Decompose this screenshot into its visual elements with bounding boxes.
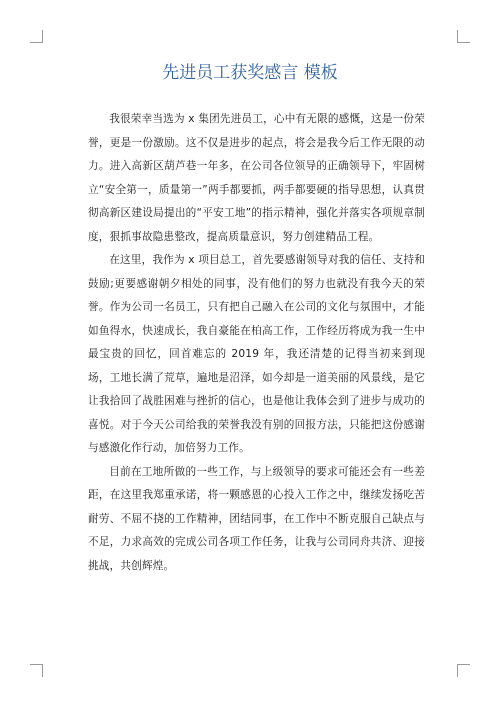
- crop-mark-bottom-right: [457, 664, 470, 677]
- document-body: [88, 108, 425, 578]
- crop-mark-bottom-left: [30, 664, 43, 677]
- crop-mark-top-right: [457, 30, 470, 43]
- paragraph-3: 目前在工地所做的一些工作，与上级领导的要求可能还会有一些差距，在这里我郑重承诺，将一颗感恩的心投入工作之中，继续发扬吃苦耐劳、不屈不挠的工作精神，团结同事，在工作中不断克服自己缺点与不足，力求高效的完成公司各项工作任务，让我与公司同舟共济、迎接挑战，共创辉煌。: [88, 465, 425, 572]
- paragraph-2: 在这里，我作为 x 项目总工，首先要感谢领导对我的信任、支持和鼓励;更要感谢朝夕相处的同事，没有他们的努力也就没有我今天的荣誉。作为公司一名员工，只有把自己融入在公司的文化与氛围中，才能如鱼得水，快速成长，我自豪能在柏高工作，工作经历将成为我一生中最宝贵的回忆，回首难忘的 2019 年，我还清楚的记得当初来到现场，工地长满了荒草，遍地是沼泽，如今却是一道美丽的风景线，是它让我拾回了战胜困难与挫折的信心，也是他让我体会到了进步与成功的喜悦。对于今天公司给我的荣誉我没有别的回报方法，只能把这份感谢与感激化作行动，加倍努力工作。: [88, 254, 426, 454]
- paragraph-1: 我很荣幸当选为 x 集团先进员工，心中有无限的感慨，这是一份荣誉，更是一份激励。这不仅是进步的起点，将会是我今后工作无限的动力。进入高新区葫芦巷一年多，在公司各位领导的正确领导下，牢固树立“安全第一，质量第一”两手都要抓，两手都要硬的指导思想，认真贯彻高新区建设局提出的“平安工地”的指示精神，强化并落实各项规章制度，狠抓事故隐患整改，提高质量意识，努力创建精品工程。: [88, 113, 426, 243]
- crop-mark-top-left: [30, 30, 43, 43]
- document-title: 先进员工获奖感言 模板: [162, 63, 338, 83]
